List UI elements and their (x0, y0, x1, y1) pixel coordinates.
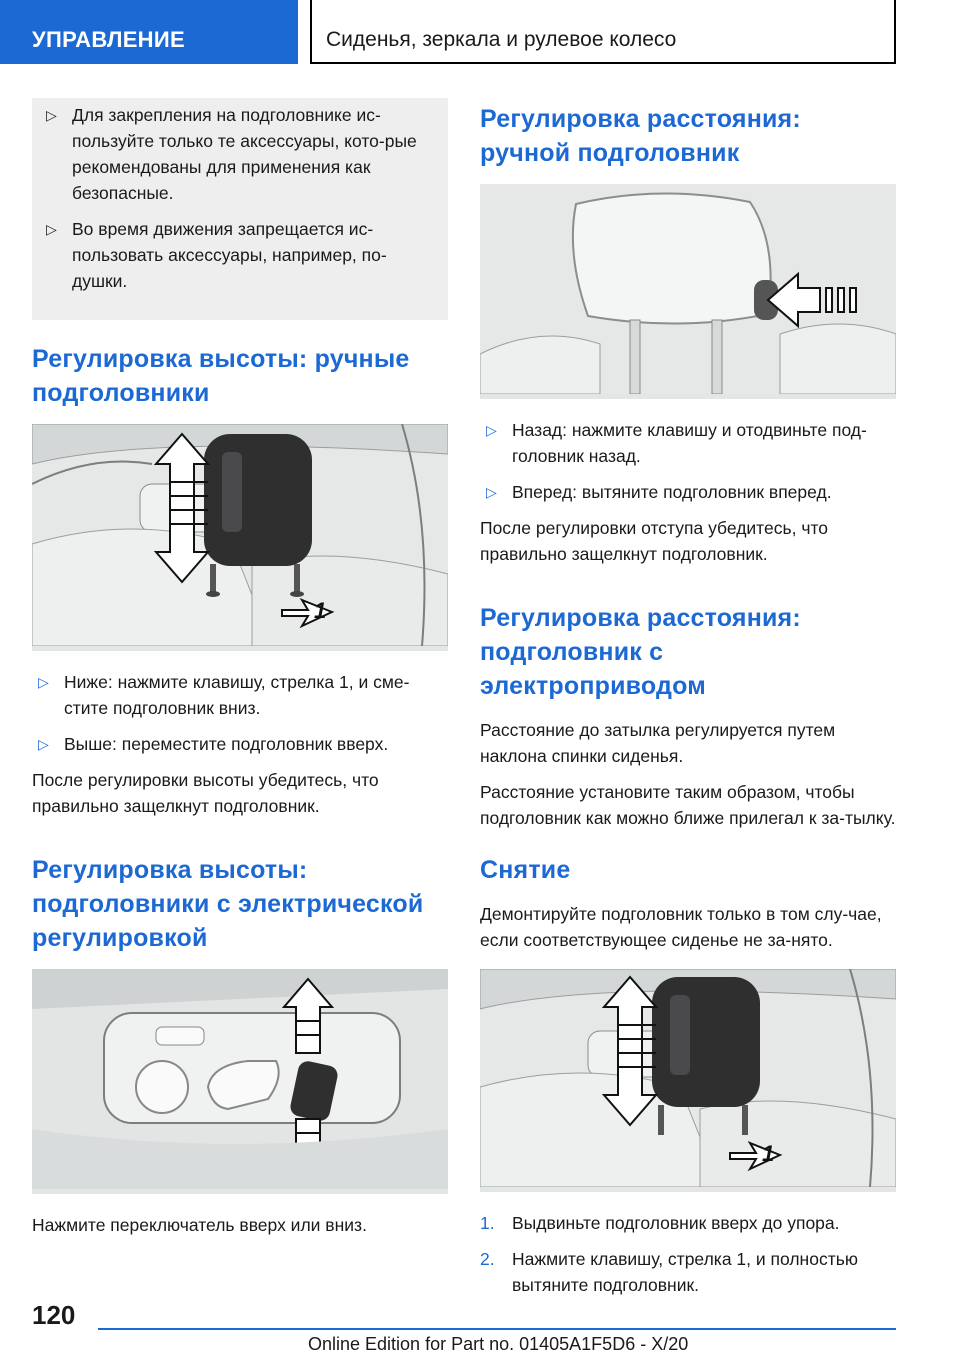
triangle-bullet-icon: ▷ (46, 107, 57, 123)
list-item: ▷ Для закрепления на подголовнике ис-пользуйте только те аксессуары, кото-рые рекомендованы для применения как безопасные. (40, 102, 428, 206)
paragraph: Расстояние установите таким образом, чтобы подголовник как можно ближе прилегал к за-тылку. (480, 782, 896, 828)
triangle-bullet-icon: ▷ (486, 422, 497, 438)
paragraph: После регулировки высоты убедитесь, что правильно защелкнут подголовник. (32, 770, 379, 816)
list-item: ▷ Ниже: нажмите клавишу, стрелка 1, и сме-стите подголовник вниз. (32, 669, 448, 721)
left-column (32, 98, 448, 1248)
list-item: ▷ Во время движения запрещается ис-пользовать аксессуары, например, по-душки. (40, 216, 428, 294)
heading-removal: Снятие (480, 856, 571, 884)
list-item: 1. Выдвиньте подголовник вверх до упора. (480, 1210, 896, 1236)
footer-divider (98, 1328, 896, 1330)
right-column (480, 98, 896, 1308)
figure-callout: 1 (314, 598, 327, 623)
triangle-bullet-icon: ▷ (38, 736, 49, 752)
figure-manual-headrest-distance (480, 184, 896, 399)
figure-electric-height-switch (32, 969, 448, 1194)
paragraph: Демонтируйте подголовник только в том слу-чае, если соответствующее сиденье не за-нято. (480, 904, 882, 950)
figure-callout: 1 (762, 1141, 775, 1166)
page-title: Сиденья, зеркала и рулевое колесо (310, 0, 896, 64)
heading-manual-height: Регулировка высоты: ручные подголовники (32, 345, 410, 407)
page-number: 120 (32, 1300, 76, 1330)
step-number: 1. (480, 1213, 495, 1233)
triangle-bullet-icon: ▷ (46, 221, 57, 237)
notice-box (32, 98, 448, 320)
footer-edition: Online Edition for Part no. 01405A1F5D6 - X/20 (308, 1334, 689, 1354)
triangle-bullet-icon: ▷ (486, 484, 497, 500)
step-number: 2. (480, 1249, 495, 1269)
list-item: ▷ Выше: переместите подголовник вверх. (32, 731, 448, 757)
section-tab: УПРАВЛЕНИЕ (0, 0, 298, 64)
figure-headrest-removal (480, 969, 896, 1192)
heading-electric-distance: Регулировка расстояния: подголовник с электроприводом (480, 604, 801, 700)
list-item: ▷ Вперед: вытяните подголовник вперед. (480, 479, 896, 505)
list-item: 2. Нажмите клавишу, стрелка 1, и полностью вытяните подголовник. (480, 1246, 896, 1298)
paragraph: Нажмите переключатель вверх или вниз. (32, 1215, 367, 1235)
paragraph: Расстояние до затылка регулируется путем наклона спинки сиденья. (480, 720, 836, 766)
heading-electric-height: Регулировка высоты: подголовники с электрической регулировкой (32, 856, 424, 952)
heading-manual-distance: Регулировка расстояния: ручной подголовник (480, 105, 801, 167)
figure-manual-headrest-height (32, 424, 448, 651)
list-item: ▷ Назад: нажмите клавишу и отодвиньте под-головник назад. (480, 417, 896, 469)
triangle-bullet-icon: ▷ (38, 674, 49, 690)
paragraph: После регулировки отступа убедитесь, что правильно защелкнут подголовник. (480, 518, 828, 564)
